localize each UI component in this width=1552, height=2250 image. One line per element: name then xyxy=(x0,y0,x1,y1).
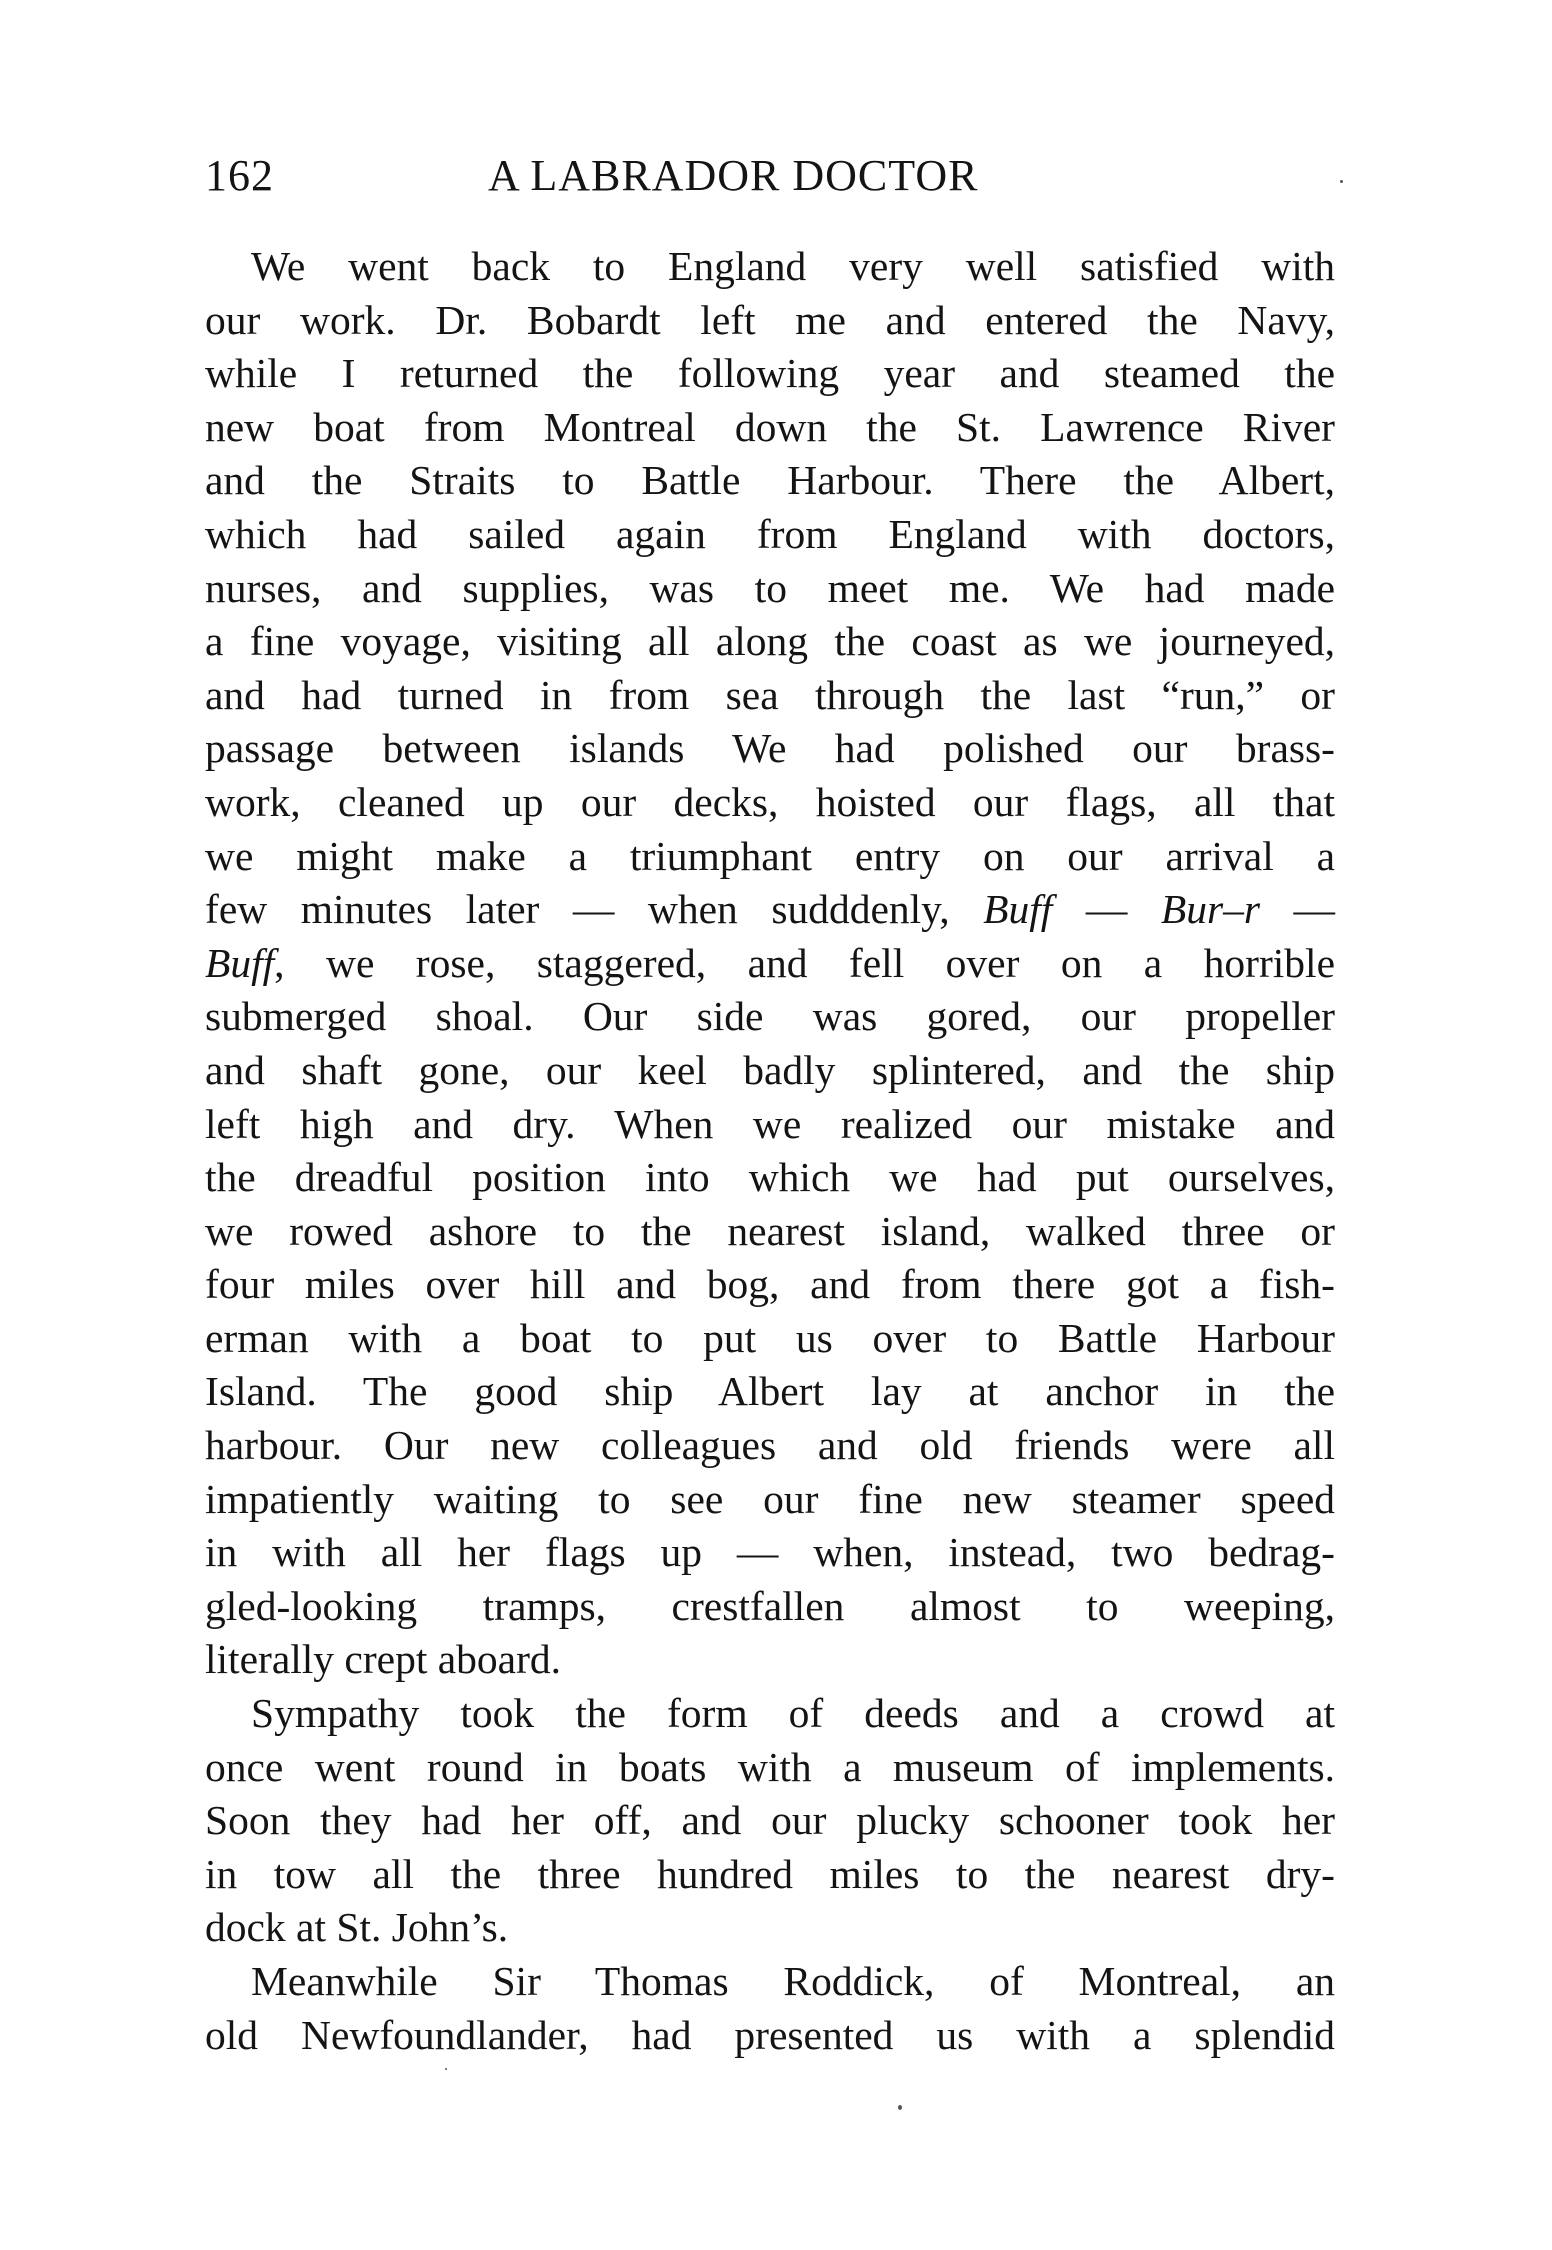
text-line: we rowed ashore to the nearest island, walked three or xyxy=(205,1207,1335,1254)
page-number: 162 xyxy=(205,151,274,200)
text-line: Island. The good ship Albert lay at anchor in the xyxy=(205,1368,1335,1415)
text-line: We went back to England very well satisfied with xyxy=(251,243,1335,289)
text-line: literally crept aboard. xyxy=(205,1636,562,1683)
text-line: impatiently waiting to see our fine new steamer speed xyxy=(205,1475,1335,1522)
text-line: four miles over hill and bog, and from there got a fish- xyxy=(205,1261,1335,1308)
text-line: Meanwhile Sir Thomas Roddick, of Montreal, an xyxy=(251,1958,1335,2004)
text-line: Soon they had her off, and our plucky schooner took her xyxy=(205,1797,1335,1844)
running-head: A LABRADOR DOCTOR xyxy=(488,151,979,200)
paper-speck xyxy=(1340,180,1343,183)
text-line: which had sailed again from England with doctors, xyxy=(205,510,1335,557)
text-line: erman with a boat to put us over to Battle Harbour xyxy=(205,1314,1335,1361)
text-line: Sympathy took the form of deeds and a crowd at xyxy=(251,1690,1335,1737)
text-line: the dreadful position into which we had put ourselves, xyxy=(205,1154,1335,1201)
text-line: passage between islands We had polished our brass- xyxy=(205,725,1335,772)
text-line: in tow all the three hundred miles to the nearest dry- xyxy=(205,1850,1335,1897)
text-line: Buff, we rose, staggered, and fell over on a horrible xyxy=(205,939,1335,986)
body-text xyxy=(205,240,1335,2062)
page-header xyxy=(205,150,1335,210)
text-line: new boat from Montreal down the St. Lawrence River xyxy=(205,403,1335,450)
text-line: gled-looking tramps, crestfallen almost to weeping, xyxy=(205,1582,1335,1629)
text-line: dock at St. John’s. xyxy=(205,1904,509,1951)
text-line: while I returned the following year and steamed the xyxy=(205,350,1335,397)
text-line: our work. Dr. Bobardt left me and entered the Navy, xyxy=(205,296,1335,343)
text-line: and shaft gone, our keel badly splintered, and the ship xyxy=(205,1046,1335,1093)
text-line: left high and dry. When we realized our mistake and xyxy=(205,1100,1335,1147)
text-line: old Newfoundlander, had presented us with a splendid xyxy=(205,2011,1335,2058)
text-line: harbour. Our new colleagues and old friends were all xyxy=(205,1422,1335,1469)
text-line: few minutes later — when sudddenly, Buff — Bur–r — xyxy=(205,886,1336,933)
paper-speck xyxy=(445,2068,447,2070)
text-line: once went round in boats with a museum of implements. xyxy=(205,1743,1335,1790)
text-line: in with all her flags up — when, instead, two bedrag- xyxy=(205,1529,1335,1576)
text-line: nurses, and supplies, was to meet me. We had made xyxy=(205,564,1335,611)
text-line: submerged shoal. Our side was gored, our propeller xyxy=(205,993,1335,1040)
paper-speck xyxy=(898,2105,902,2110)
text-line: work, cleaned up our decks, hoisted our flags, all that xyxy=(205,778,1335,825)
text-line: and the Straits to Battle Harbour. There the Albert, xyxy=(205,457,1335,504)
text-line: a fine voyage, visiting all along the coast as we journeyed, xyxy=(205,618,1335,665)
text-line: we might make a triumphant entry on our arrival a xyxy=(205,832,1335,879)
text-line: and had turned in from sea through the last “run,” or xyxy=(205,671,1335,718)
